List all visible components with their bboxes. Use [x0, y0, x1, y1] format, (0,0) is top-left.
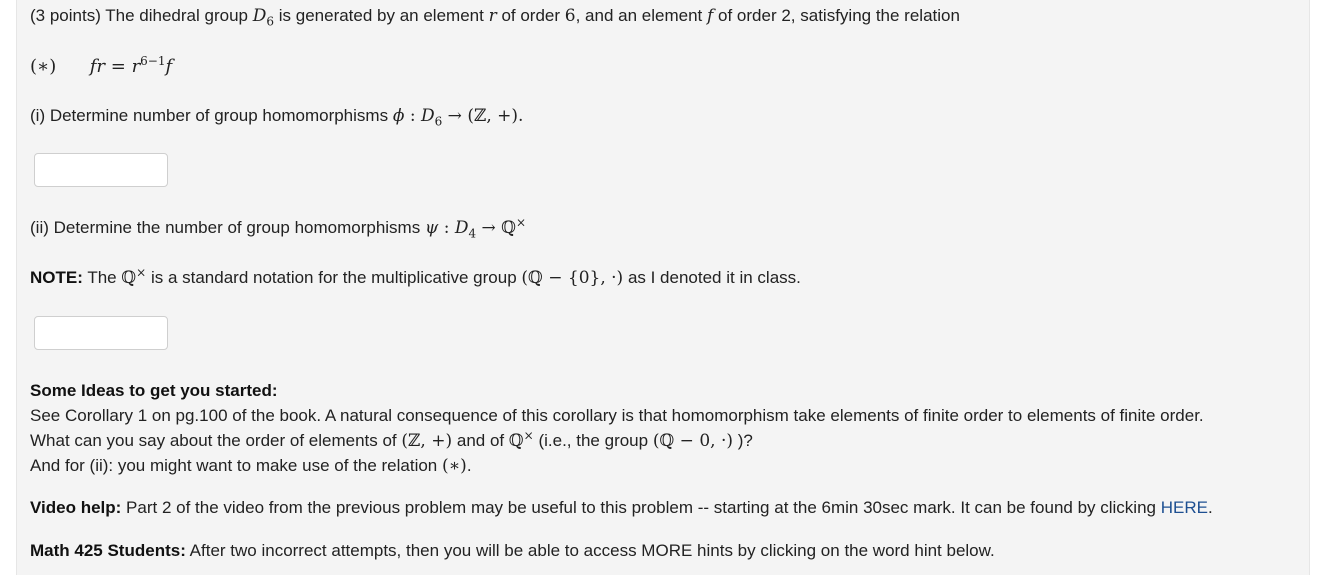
video-help-label: Video help:	[30, 498, 122, 517]
psi-symbol: ψ	[424, 218, 439, 238]
relation-label: (∗)	[30, 56, 57, 77]
phi-symbol: ϕ	[392, 106, 405, 126]
question-part-ii: (ii) Determine the number of group homomorphisms ψ : $D_4$ → ℚ×	[30, 215, 527, 241]
answer-input-ii[interactable]	[34, 316, 168, 350]
problem-intro: (3 points) The dihedral group $D_6$ is generated by an element r of order 6, and an element f of order 2, satisfying the relation	[30, 6, 960, 29]
question-part-i: (i) Determine number of group homomorphisms ϕ : $D_6$ → (ℤ, +).	[30, 106, 524, 129]
intro-text: (3 points) The dihedral group	[30, 6, 248, 25]
element-r: r	[488, 6, 497, 26]
note-line: NOTE: The ℚ× is a standard notation for the multiplicative group (ℚ − {0}, ·) as I denoted it in class.	[30, 265, 801, 288]
integers-group: (ℤ, +)	[467, 106, 519, 126]
multiplicative-group: (ℚ − {0}, ·)	[521, 268, 624, 288]
order-value: 6	[564, 6, 576, 26]
ideas-line-1: See Corollary 1 on pg.100 of the book. A natural consequence of this corollary is that homomorphism take elements of finite order to elements of finite order.	[30, 406, 1204, 425]
element-f: f	[707, 6, 714, 26]
answer-input-i[interactable]	[34, 153, 168, 187]
ideas-title: Some Ideas to get you started:	[30, 381, 278, 400]
ideas-line-3: And for (ii): you might want to make use of the relation (∗).	[30, 456, 472, 476]
math425-label: Math 425 Students:	[30, 541, 186, 560]
ideas-line-2: What can you say about the order of elements of (ℤ, +) and of ℚ× (i.e., the group (ℚ − 0, ·) )?	[30, 428, 753, 451]
relation-star: (∗) fr = $r^{6-1}f$	[30, 54, 173, 77]
video-link[interactable]: HERE	[1160, 498, 1208, 517]
rationals-symbol: ℚ	[501, 218, 516, 238]
group-symbol: $D_6$	[252, 6, 275, 29]
note-label: NOTE:	[30, 268, 83, 287]
problem-panel	[16, 0, 1310, 575]
video-help: Video help: Part 2 of the video from the previous problem may be useful to this problem -- starting at the 6min 30sec mark. It can be found by clicking HERE.	[30, 498, 1213, 517]
math425-note: Math 425 Students: After two incorrect attempts, then you will be able to access MORE hints by clicking on the word hint below.	[30, 541, 995, 560]
